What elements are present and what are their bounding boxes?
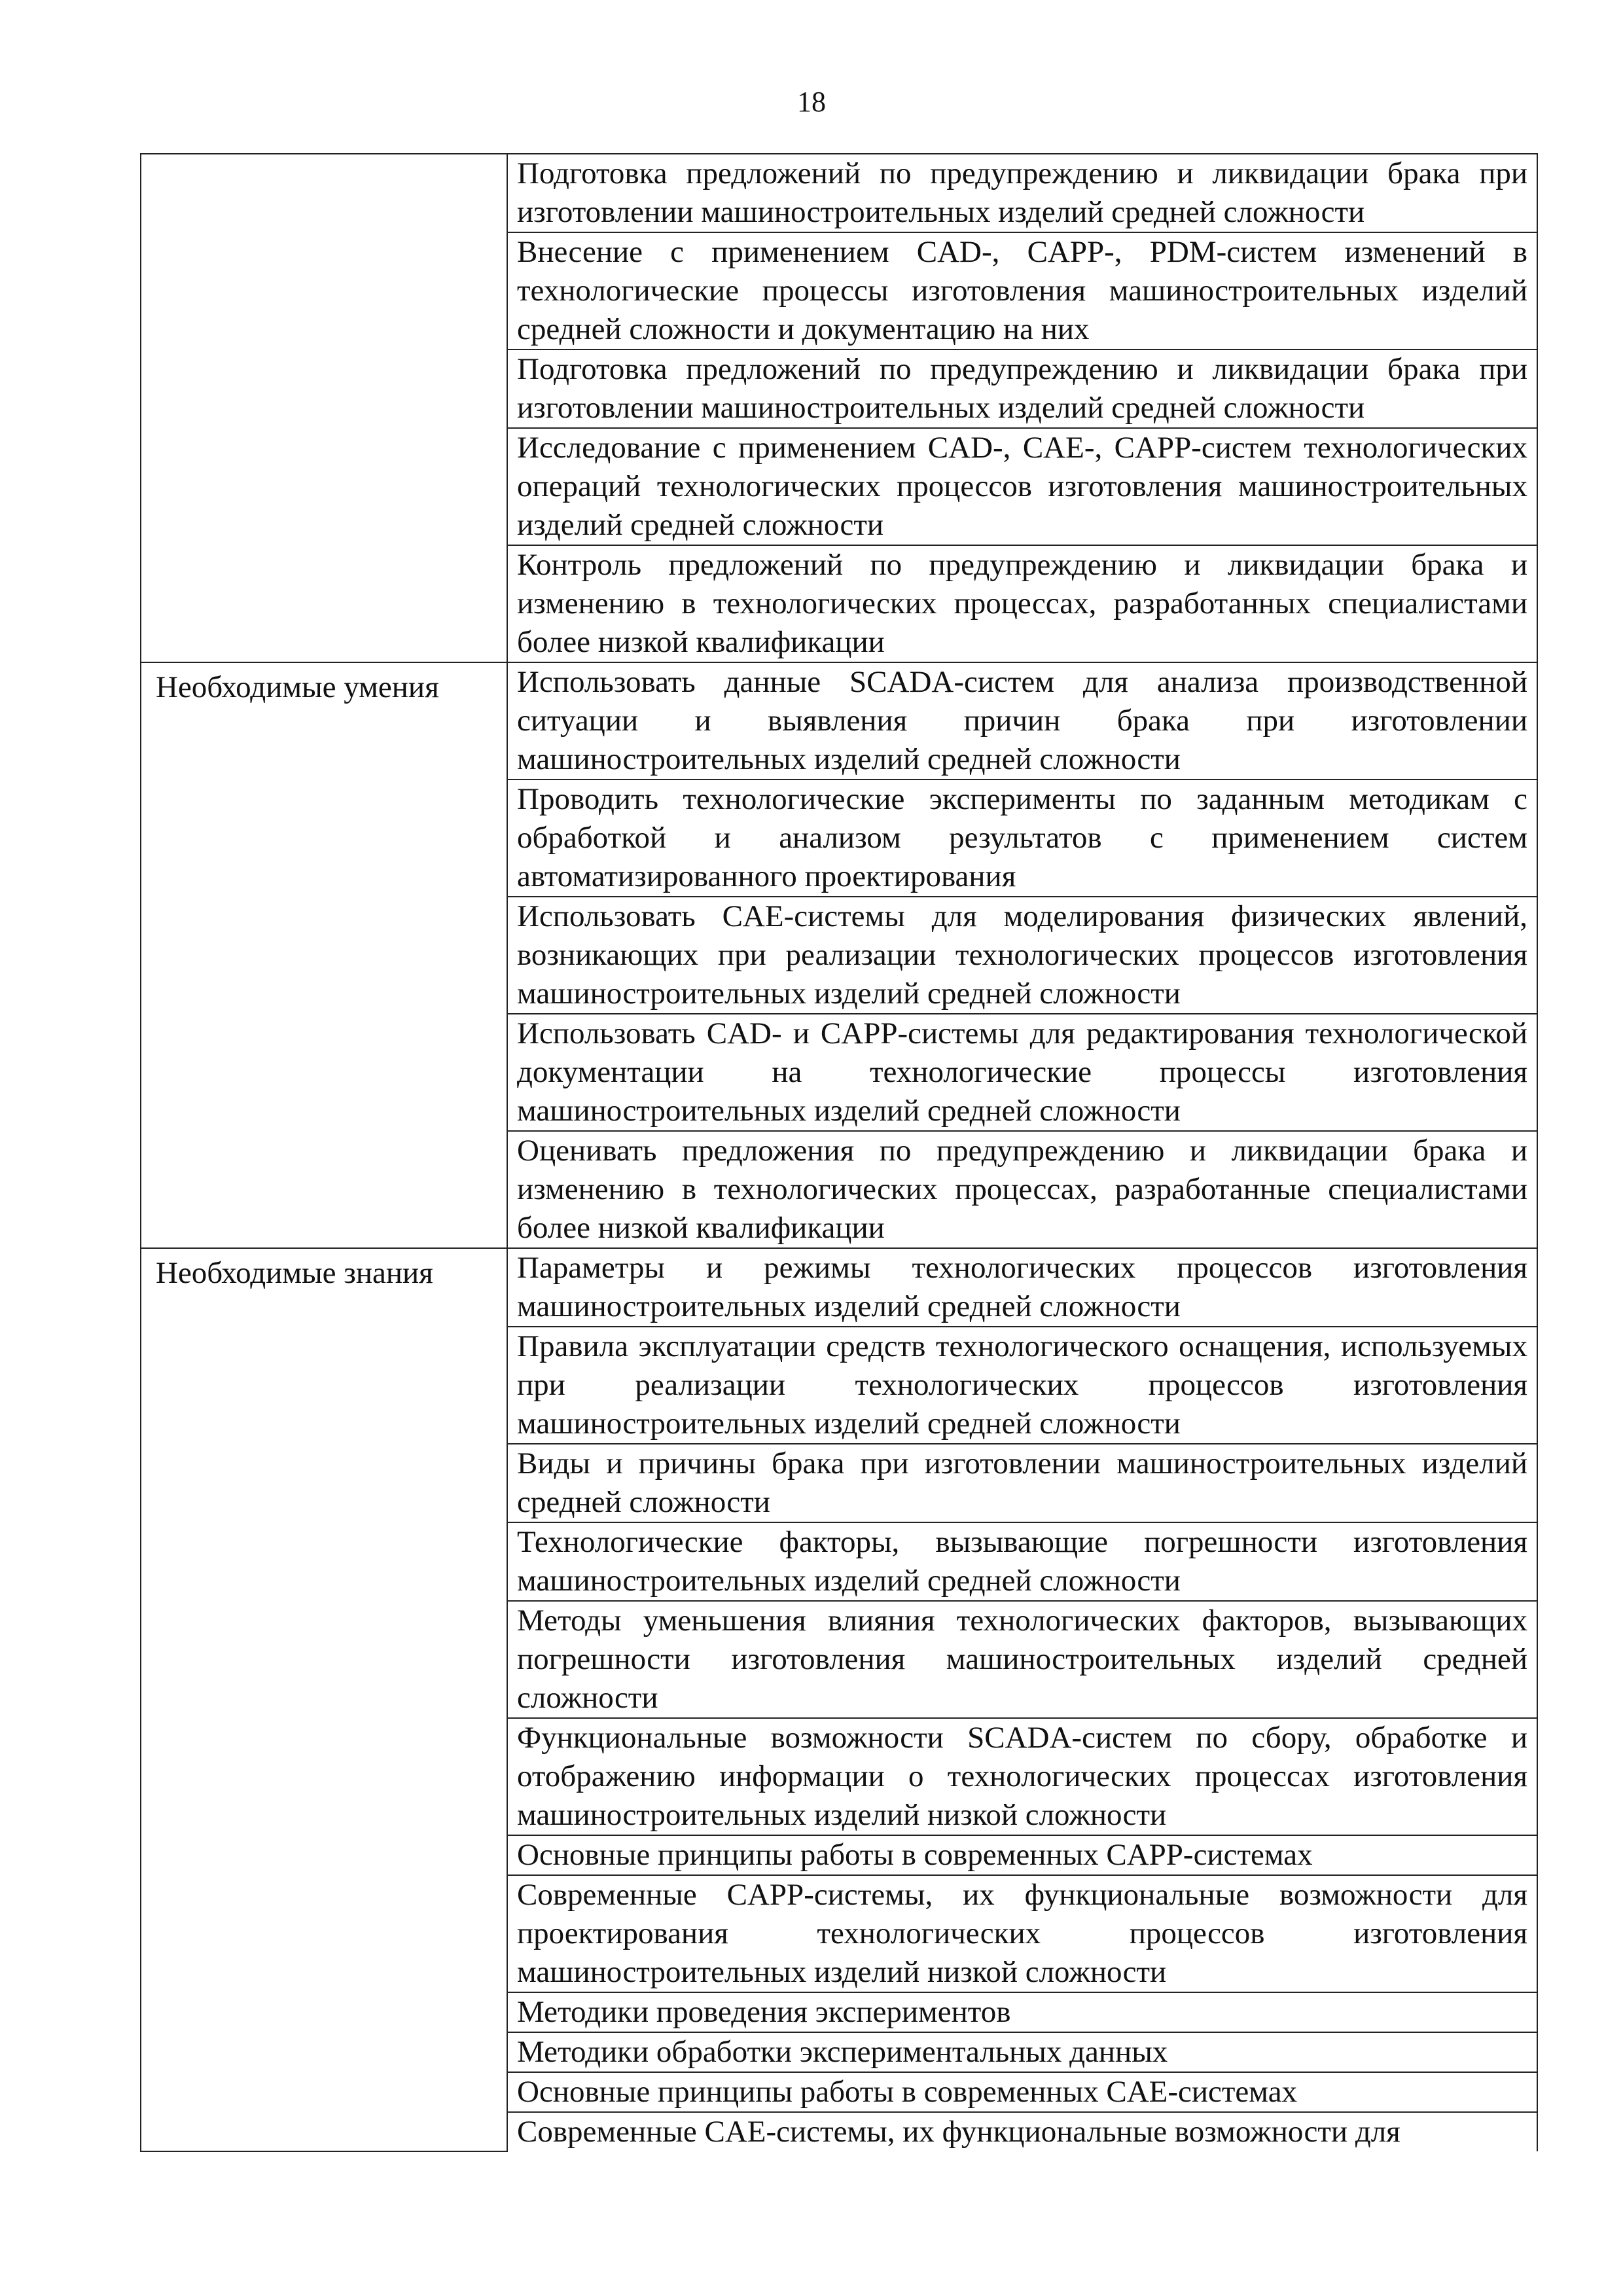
item-cell: Технологические факторы, вызывающие погрешности изготовления машиностроительных изделий средней сложности xyxy=(507,1522,1537,1601)
category-cell-knowledge: Необходимые знания xyxy=(141,1248,507,2151)
item-cell: Подготовка предложений по предупреждению и ликвидации брака при изготовлении машиностроительных изделий средней сложности xyxy=(507,350,1537,428)
table-row xyxy=(141,662,1537,780)
item-cell: Методики обработки экспериментальных данных xyxy=(507,2032,1537,2072)
item-cell: Контроль предложений по предупреждению и ликвидации брака и изменению в технологических процессах, разработанных специалистами более низкой квалификации xyxy=(507,545,1537,662)
item-cell: Методы уменьшения влияния технологических факторов, вызывающих погрешности изготовления машиностроительных изделий средней сложности xyxy=(507,1601,1537,1718)
item-cell: Правила эксплуатации средств технологического оснащения, используемых при реализации технологических процессов изготовления машиностроительных изделий средней сложности xyxy=(507,1327,1537,1444)
page-number: 18 xyxy=(797,86,826,118)
table-row xyxy=(141,154,1537,232)
category-cell xyxy=(141,154,507,662)
item-cell: Основные принципы работы в современных CAPP-системах xyxy=(507,1835,1537,1875)
item-cell: Внесение с применением CAD-, CAPP-, PDM-систем изменений в технологические процессы изготовления машиностроительных изделий средней сложности и документацию на них xyxy=(507,232,1537,350)
item-cell: Функциональные возможности SCADA-систем по сбору, обработке и отображению информации о технологических процессах изготовления машиностроительных изделий низкой сложности xyxy=(507,1718,1537,1835)
item-cell: Использовать CAD- и CAPP-системы для редактирования технологической документации на технологические процессы изготовления машиностроительных изделий средней сложности xyxy=(507,1014,1537,1131)
category-cell-skills: Необходимые умения xyxy=(141,662,507,1248)
requirements-table xyxy=(140,153,1538,2152)
item-cell: Методики проведения экспериментов xyxy=(507,1992,1537,2032)
table-row xyxy=(141,1248,1537,1327)
item-cell: Современные CAE-системы, их функциональные возможности для xyxy=(507,2112,1537,2151)
item-cell: Параметры и режимы технологических процессов изготовления машиностроительных изделий средней сложности xyxy=(507,1248,1537,1327)
item-cell: Использовать CAE-системы для моделирования физических явлений, возникающих при реализации технологических процессов изготовления машиностроительных изделий средней сложности xyxy=(507,897,1537,1014)
item-cell: Виды и причины брака при изготовлении машиностроительных изделий средней сложности xyxy=(507,1444,1537,1522)
item-cell: Проводить технологические эксперименты по заданным методикам с обработкой и анализом результатов с применением систем автоматизированного проектирования xyxy=(507,780,1537,897)
item-cell: Оценивать предложения по предупреждению и ликвидации брака и изменению в технологических процессах, разработанные специалистами более низкой квалификации xyxy=(507,1131,1537,1248)
item-cell: Современные CAPP-системы, их функциональные возможности для проектирования технологических процессов изготовления машиностроительных изделий низкой сложности xyxy=(507,1875,1537,1992)
item-cell: Основные принципы работы в современных CAE-системах xyxy=(507,2072,1537,2112)
item-cell: Использовать данные SCADA-систем для анализа производственной ситуации и выявления причин брака при изготовлении машиностроительных изделий средней сложности xyxy=(507,662,1537,780)
item-cell: Исследование с применением CAD-, CAE-, CAPP-систем технологических операций технологических процессов изготовления машиностроительных изделий средней сложности xyxy=(507,428,1537,545)
item-cell: Подготовка предложений по предупреждению и ликвидации брака при изготовлении машиностроительных изделий средней сложности xyxy=(507,154,1537,232)
